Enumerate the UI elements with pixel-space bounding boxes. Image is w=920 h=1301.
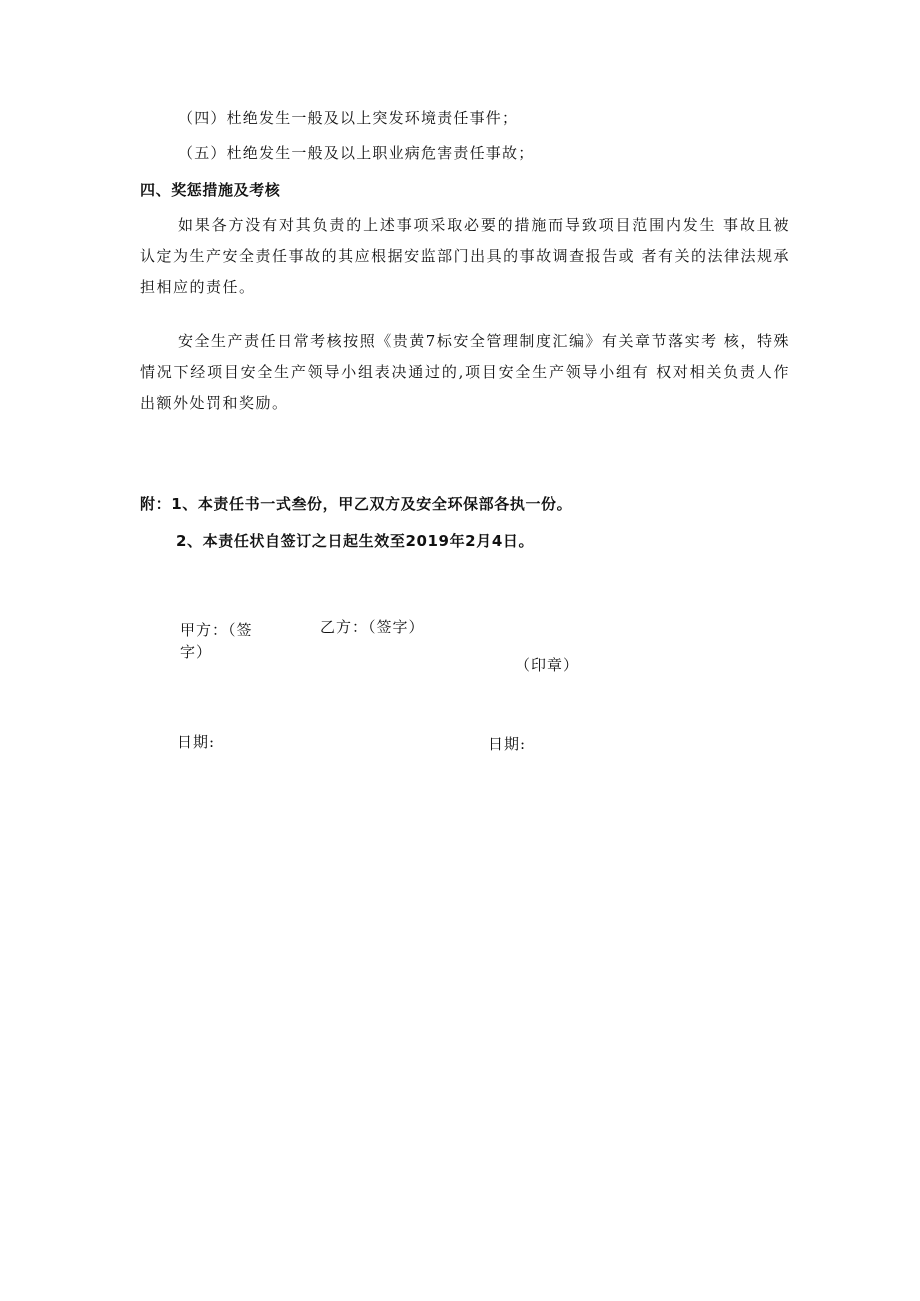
appendix-line-2: 2、本责任状自签订之日起生效至2019年2月4日。 [176, 532, 535, 550]
item-5: （五）杜绝发生一般及以上职业病危害责任事故； [178, 144, 535, 162]
paragraph-assessment: 安全生产责任日常考核按照《贵黄7标安全管理制度汇编》有关章节落实考 核，特殊情况下经项目安全生产领导小组表决通过的,项目安全生产领导小组有 权对相关负责人作出额外处罚和奖励。 [140, 332, 790, 412]
party-b-signature-label: 乙方：（签字） [320, 618, 425, 636]
appendix-line-1: 附：1、本责任书一式叁份，甲乙双方及安全环保部各执一份。 [140, 495, 573, 513]
party-b-date-label: 日期: [488, 735, 527, 753]
paragraph-liability: 如果各方没有对其负责的上述事项采取必要的措施而导致项目范围内发生 事故且被认定为生产安全责任事故的其应根据安监部门出具的事故调查报告或 者有关的法律法规承担相应的责任。 [140, 216, 790, 296]
party-a-date-label: 日期: [177, 733, 216, 751]
seal-label: （印章） [515, 656, 580, 674]
item-4: （四）杜绝发生一般及以上突发环境责任事件； [178, 109, 519, 127]
section-heading: 四、奖惩措施及考核 [140, 181, 281, 199]
party-a-signature-label: 甲方：（签字） [180, 621, 253, 661]
